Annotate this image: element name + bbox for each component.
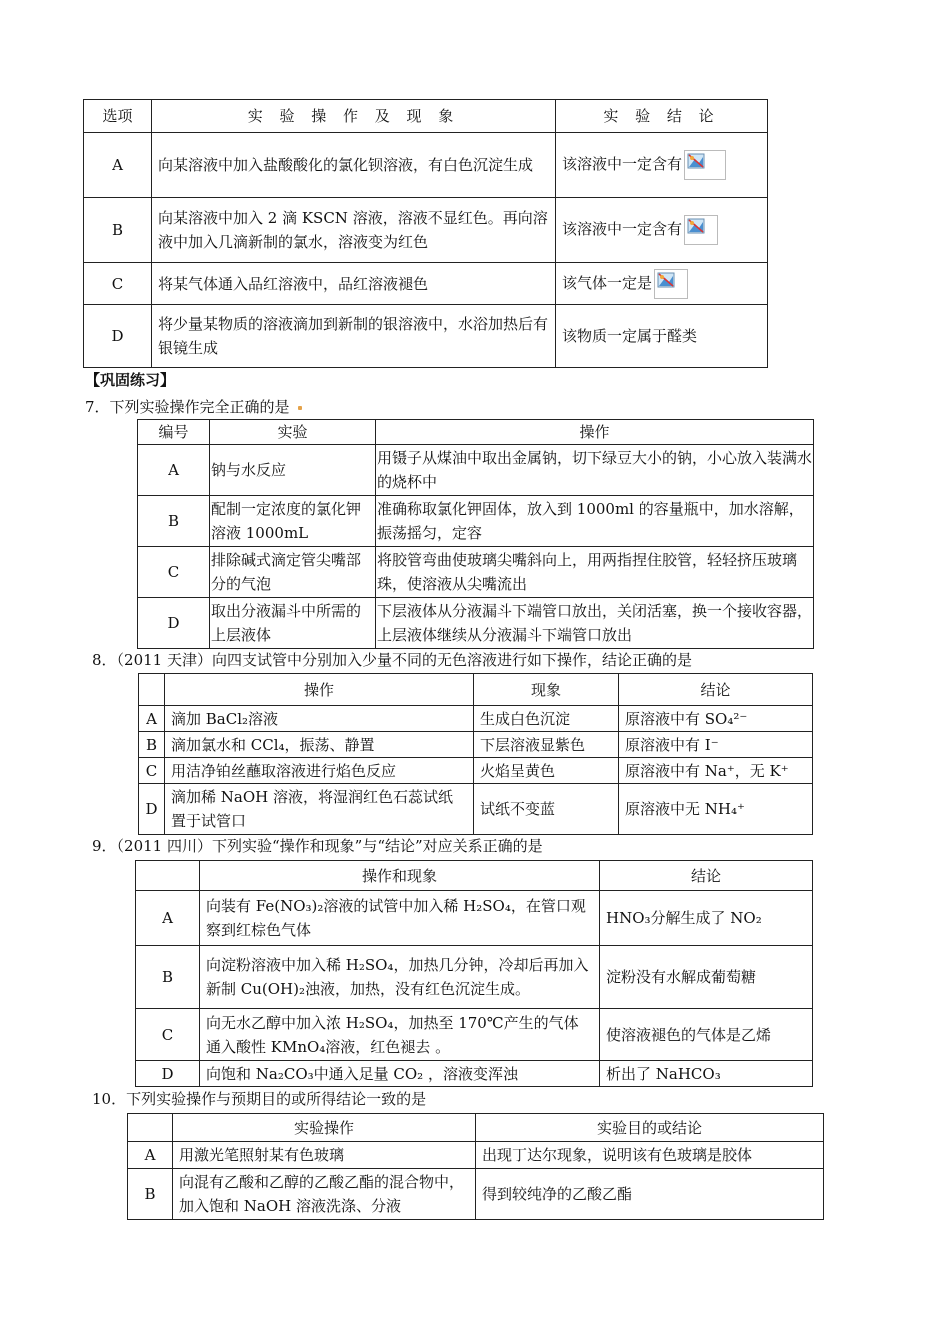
header-operation: 操作 (376, 420, 814, 445)
broken-image-icon (684, 215, 718, 245)
header-phenomenon: 现象 (474, 674, 619, 706)
operation-cell: 向装有 Fe(NO₃)₂溶液的试管中加入稀 H₂SO₄，在管口观察到红棕色气体 (200, 891, 600, 946)
header-blank (139, 674, 165, 706)
id-cell: B (136, 946, 200, 1009)
question-10-title: 10．下列实验操作与预期目的或所得结论一致的是 (92, 1090, 427, 1108)
table-row (128, 1142, 824, 1169)
experiment-cell: 钠与水反应 (210, 445, 376, 496)
table-row (138, 547, 814, 598)
operation-cell: 将某气体通入品红溶液中，品红溶液褪色 (152, 263, 556, 305)
conclusion-cell: 原溶液中有 Na⁺，无 K⁺ (619, 758, 813, 784)
conclusion-text: 该气体一定是 (562, 273, 653, 292)
header-blank (136, 861, 200, 891)
experiment-table-1 (83, 99, 768, 368)
question-8-table (138, 673, 813, 835)
table-row (84, 133, 768, 198)
table-row (139, 706, 813, 732)
header-id: 编号 (138, 420, 210, 445)
operation-cell: 向某溶液中加入 2 滴 KSCN 溶液，溶液不显红色。再向溶液中加入几滴新制的氯水，溶液变为红色 (152, 198, 556, 263)
operation-cell: 将胶管弯曲使玻璃尖嘴斜向上，用两指捏住胶管，轻轻挤压玻璃珠，使溶液从尖嘴流出 (376, 547, 814, 598)
conclusion-cell (556, 198, 768, 263)
id-cell: D (138, 598, 210, 649)
question-7-table (137, 419, 814, 649)
table-header-row (136, 861, 813, 891)
broken-image-icon (654, 269, 688, 299)
experiment-cell: 排除碱式滴定管尖嘴部分的气泡 (210, 547, 376, 598)
question-10-table (127, 1113, 824, 1220)
header-experiment: 实验 (210, 420, 376, 445)
header-conclusion: 结论 (619, 674, 813, 706)
experiment-cell: 配制一定浓度的氯化钾溶液 1000mL (210, 496, 376, 547)
conclusion-cell (556, 133, 768, 198)
table-row (136, 946, 813, 1009)
operation-cell: 向淀粉溶液中加入稀 H₂SO₄，加热几分钟，冷却后再加入新制 Cu(OH)₂浊液，加热，没有红色沉淀生成。 (200, 946, 600, 1009)
table-row (136, 1061, 813, 1087)
header-conclusion: 结论 (600, 861, 813, 891)
table-row (136, 1009, 813, 1061)
question-9-title: 9．（2011 四川）下列实验“操作和现象”与“结论”对应关系正确的是 (92, 837, 543, 855)
operation-cell: 下层液体从分液漏斗下端管口放出，关闭活塞，换一个接收容器，上层液体继续从分液漏斗下端管口放出 (376, 598, 814, 649)
table-row (84, 198, 768, 263)
table-row (138, 445, 814, 496)
option-cell: A (84, 133, 152, 198)
table-row (139, 732, 813, 758)
id-cell: B (128, 1169, 173, 1220)
table-row (138, 598, 814, 649)
option-cell: D (84, 305, 152, 368)
conclusion-cell: 淀粉没有水解成葡萄糖 (600, 946, 813, 1009)
marker-icon (298, 406, 302, 410)
operation-cell: 用洁净铂丝蘸取溶液进行焰色反应 (165, 758, 474, 784)
header-operation: 操作和现象 (200, 861, 600, 891)
table-row (139, 784, 813, 835)
operation-cell: 用激光笔照射某有色玻璃 (173, 1142, 476, 1169)
table-row (138, 496, 814, 547)
operation-cell: 滴加稀 NaOH 溶液，将湿润红色石蕊试纸置于试管口 (165, 784, 474, 835)
conclusion-cell: 使溶液褪色的气体是乙烯 (600, 1009, 813, 1061)
header-operation: 实 验 操 作 及 现 象 (152, 100, 556, 133)
option-cell: C (84, 263, 152, 305)
question-7-text: 7．下列实验操作完全正确的是 (85, 398, 290, 416)
operation-cell: 准确称取氯化钾固体，放入到 1000ml 的容量瓶中，加水溶解，振荡摇匀，定容 (376, 496, 814, 547)
id-cell: C (138, 547, 210, 598)
id-cell: A (136, 891, 200, 946)
conclusion-cell: 原溶液中有 I⁻ (619, 732, 813, 758)
table-row (128, 1169, 824, 1220)
operation-cell: 向某溶液中加入盐酸酸化的氯化钡溶液，有白色沉淀生成 (152, 133, 556, 198)
question-8-title: 8．（2011 天津）向四支试管中分别加入少量不同的无色溶液进行如下操作，结论正确的是 (92, 651, 692, 669)
id-cell: D (139, 784, 165, 835)
header-blank (128, 1114, 173, 1142)
question-9-table (135, 860, 813, 1087)
table-header-row (139, 674, 813, 706)
operation-cell: 向无水乙醇中加入浓 H₂SO₄，加热至 170℃产生的气体通入酸性 KMnO₄溶液，红色褪去 。 (200, 1009, 600, 1061)
phenomenon-cell: 试纸不变蓝 (474, 784, 619, 835)
conclusion-cell: 出现丁达尔现象，说明该有色玻璃是胶体 (476, 1142, 824, 1169)
table-row (84, 263, 768, 305)
conclusion-cell: 得到较纯净的乙酸乙酯 (476, 1169, 824, 1220)
operation-cell: 用镊子从煤油中取出金属钠，切下绿豆大小的钠，小心放入装满水的烧杯中 (376, 445, 814, 496)
question-7-title (85, 397, 303, 417)
id-cell: A (128, 1142, 173, 1169)
table-row (139, 758, 813, 784)
phenomenon-cell: 下层溶液显紫色 (474, 732, 619, 758)
experiment-cell: 取出分液漏斗中所需的上层液体 (210, 598, 376, 649)
operation-cell: 将少量某物质的溶液滴加到新制的银溶液中，水浴加热后有银镜生成 (152, 305, 556, 368)
operation-cell: 滴加氯水和 CCl₄，振荡、静置 (165, 732, 474, 758)
id-cell: A (139, 706, 165, 732)
conclusion-cell: 该物质一定属于醛类 (556, 305, 768, 368)
id-cell: C (136, 1009, 200, 1061)
id-cell: A (138, 445, 210, 496)
header-operation: 操作 (165, 674, 474, 706)
operation-cell: 滴加 BaCl₂溶液 (165, 706, 474, 732)
operation-cell: 向饱和 Na₂CO₃中通入足量 CO₂ ，溶液变浑浊 (200, 1061, 600, 1087)
table-header-row (128, 1114, 824, 1142)
phenomenon-cell: 火焰呈黄色 (474, 758, 619, 784)
header-conclusion: 实 验 结 论 (556, 100, 768, 133)
table-header-row (84, 100, 768, 133)
table-header-row (138, 420, 814, 445)
id-cell: D (136, 1061, 200, 1087)
conclusion-cell: 原溶液中无 NH₄⁺ (619, 784, 813, 835)
conclusion-text: 该溶液中一定含有 (562, 220, 683, 238)
conclusion-cell: 原溶液中有 SO₄²⁻ (619, 706, 813, 732)
conclusion-text: 该溶液中一定含有 (562, 155, 683, 173)
table-row (136, 891, 813, 946)
conclusion-cell (556, 263, 768, 305)
header-option: 选项 (84, 100, 152, 133)
header-conclusion: 实验目的或结论 (476, 1114, 824, 1142)
conclusion-cell: HNO₃分解生成了 NO₂ (600, 891, 813, 946)
id-cell: C (139, 758, 165, 784)
operation-cell: 向混有乙酸和乙醇的乙酸乙酯的混合物中，加入饱和 NaOH 溶液洗涤、分液 (173, 1169, 476, 1220)
id-cell: B (138, 496, 210, 547)
option-cell: B (84, 198, 152, 263)
conclusion-cell: 析出了 NaHCO₃ (600, 1061, 813, 1087)
broken-image-icon (684, 150, 726, 180)
header-operation: 实验操作 (173, 1114, 476, 1142)
phenomenon-cell: 生成白色沉淀 (474, 706, 619, 732)
table-row (84, 305, 768, 368)
section-title: 【巩固练习】 (85, 371, 176, 389)
id-cell: B (139, 732, 165, 758)
